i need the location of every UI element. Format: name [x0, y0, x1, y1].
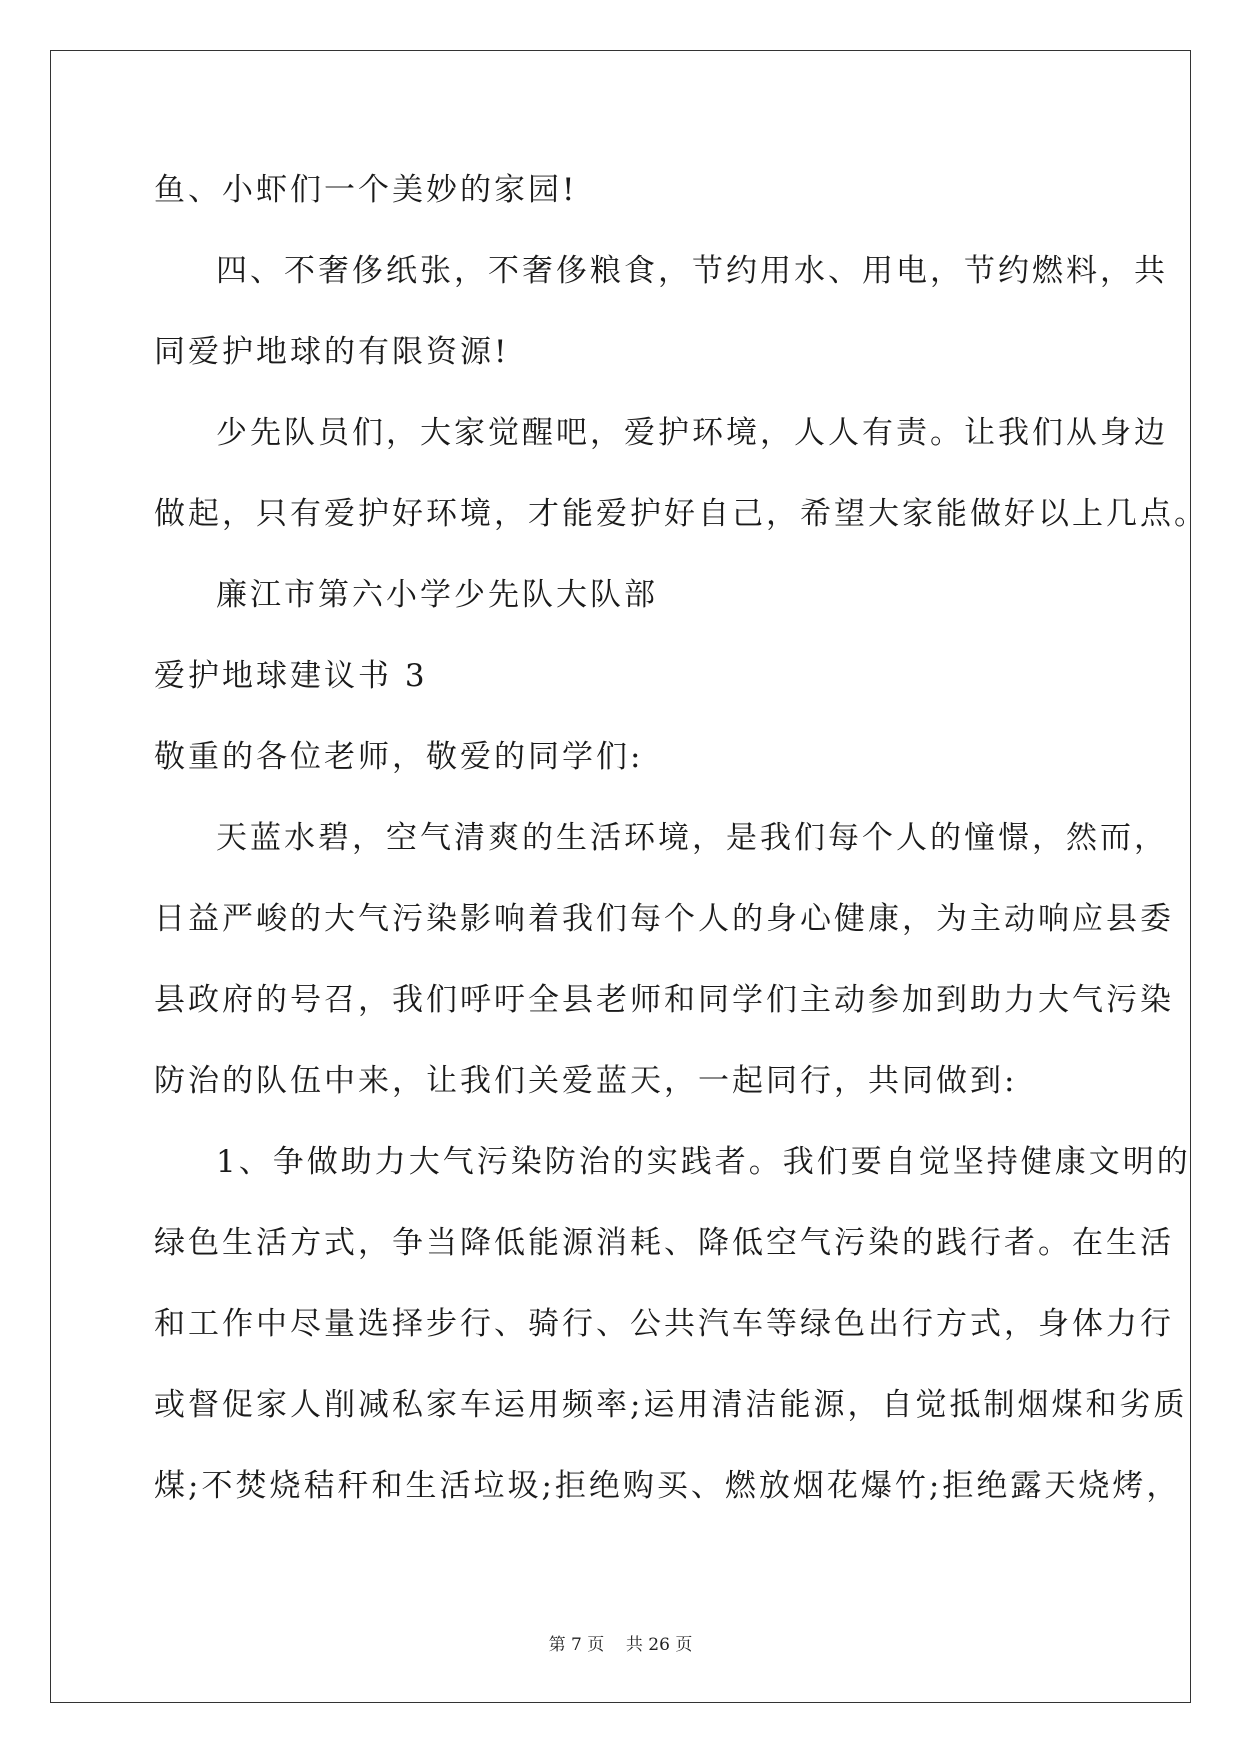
signature-line: 廉江市第六小学少先队大队部	[216, 577, 658, 613]
page-footer	[0, 1630, 1241, 1655]
total-pages-label: 共 26 页	[625, 1635, 693, 1655]
text-line: 县政府的号召，我们呼吁全县老师和同学们主动参加到助力大气污染	[154, 982, 1174, 1018]
text-line: 鱼、小虾们一个美妙的家园!	[154, 172, 578, 208]
text-line: 四、不奢侈纸张，不奢侈粮食，节约用水、用电，节约燃料，共	[216, 253, 1168, 289]
section-title: 爱护地球建议书 3	[154, 658, 428, 694]
text-line: 和工作中尽量选择步行、骑行、公共汽车等绿色出行方式，身体力行	[154, 1306, 1174, 1342]
text-line: 同爱护地球的有限资源!	[154, 334, 510, 370]
text-line: 煤;不焚烧秸秆和生活垃圾;拒绝购买、燃放烟花爆竹;拒绝露天烧烤，	[154, 1468, 1181, 1504]
text-line: 日益严峻的大气污染影响着我们每个人的身心健康，为主动响应县委	[154, 901, 1174, 937]
text-line: 绿色生活方式，争当降低能源消耗、降低空气污染的践行者。在生活	[154, 1225, 1174, 1261]
text-line: 做起，只有爱护好环境，才能爱护好自己，希望大家能做好以上几点。	[154, 496, 1208, 532]
text-line: 防治的队伍中来，让我们关爱蓝天，一起同行，共同做到:	[154, 1063, 1018, 1099]
text-line: 1、争做助力大气污染防治的实践者。我们要自觉坚持健康文明的	[216, 1144, 1191, 1180]
document-body	[154, 164, 1208, 1541]
salutation: 敬重的各位老师，敬爱的同学们:	[154, 739, 644, 775]
text-line: 天蓝水碧，空气清爽的生活环境，是我们每个人的憧憬，然而，	[216, 820, 1168, 856]
current-page-label: 第 7 页	[548, 1635, 605, 1655]
text-line: 或督促家人削减私家车运用频率;运用清洁能源，自觉抵制烟煤和劣质	[154, 1387, 1188, 1423]
text-line: 少先队员们，大家觉醒吧，爱护环境，人人有责。让我们从身边	[216, 415, 1168, 451]
